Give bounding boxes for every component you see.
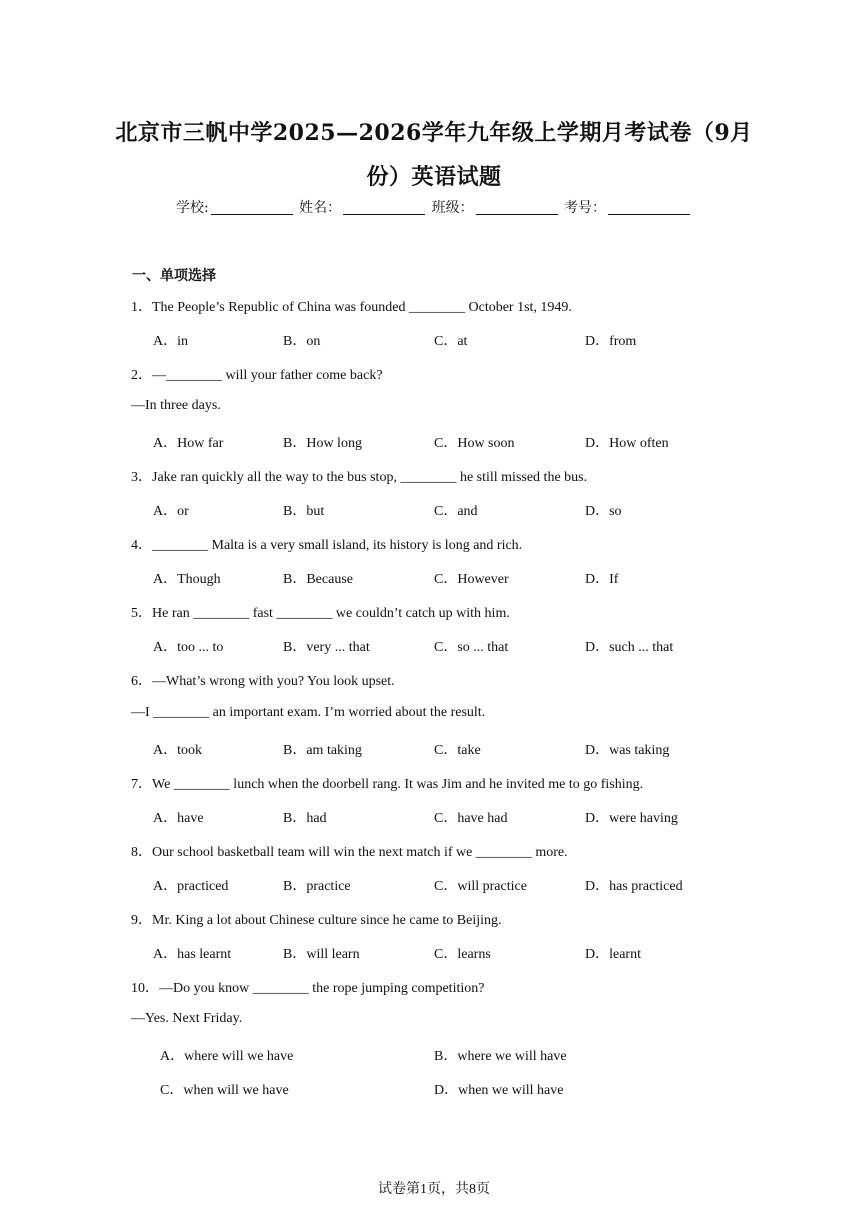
exam-title-line-1: 北京市三帆中学2025—2026学年九年级上学期月考试卷（9月 bbox=[115, 120, 753, 146]
question-10-option-a[interactable]: A．where will we have bbox=[160, 1049, 294, 1064]
question-5-option-a[interactable]: A．too ... to bbox=[153, 640, 224, 655]
question-10-stem: 10．—Do you know ________ the rope jumping competition? bbox=[131, 981, 485, 996]
question-7-stem: 7．We ________ lunch when the doorbell rang. It was Jim and he invited me to go fishing. bbox=[131, 777, 644, 792]
question-3-option-c[interactable]: C．and bbox=[434, 504, 478, 519]
question-9-option-d[interactable]: D．learnt bbox=[585, 947, 641, 962]
exam-title-line-2: 份）英语试题 bbox=[366, 164, 502, 190]
question-8-stem: 8．Our school basketball team will win the next match if we ________ more. bbox=[131, 845, 568, 860]
question-8-option-a[interactable]: A．practiced bbox=[153, 879, 229, 894]
question-9-option-a[interactable]: A．has learnt bbox=[153, 947, 232, 962]
number-label: 考号： bbox=[564, 200, 607, 216]
question-2-option-c[interactable]: C．How soon bbox=[434, 436, 515, 451]
question-2-option-b[interactable]: B．How long bbox=[283, 436, 362, 451]
question-9-option-b[interactable]: B．will learn bbox=[283, 947, 360, 962]
question-7-option-d[interactable]: D．were having bbox=[585, 811, 678, 826]
name-blank[interactable] bbox=[343, 200, 425, 215]
question-8-option-c[interactable]: C．will practice bbox=[434, 879, 527, 894]
question-6-option-a[interactable]: A．took bbox=[153, 743, 202, 758]
question-10-option-b[interactable]: B．where we will have bbox=[434, 1049, 567, 1064]
question-3-stem: 3．Jake ran quickly all the way to the bus stop, ________ he still missed the bus. bbox=[131, 470, 588, 485]
question-7-option-c[interactable]: C．have had bbox=[434, 811, 508, 826]
question-3-option-d[interactable]: D．so bbox=[585, 504, 622, 519]
question-4-option-a[interactable]: A．Though bbox=[153, 572, 221, 587]
name-label: 姓名： bbox=[299, 200, 342, 216]
question-6-option-b[interactable]: B．am taking bbox=[283, 743, 362, 758]
school-blank[interactable] bbox=[211, 200, 293, 215]
section-heading: 一、单项选择 bbox=[132, 268, 216, 284]
question-1-option-c[interactable]: C．at bbox=[434, 334, 468, 349]
question-5-option-c[interactable]: C．so ... that bbox=[434, 640, 509, 655]
question-1-stem: 1．The People’s Republic of China was founded ________ October 1st, 1949. bbox=[131, 300, 572, 315]
question-6-reply: —I ________ an important exam. I’m worried about the result. bbox=[131, 705, 486, 720]
number-blank[interactable] bbox=[608, 200, 690, 215]
question-2-option-a[interactable]: A．How far bbox=[153, 436, 224, 451]
question-4-option-b[interactable]: B．Because bbox=[283, 572, 353, 587]
question-9-option-c[interactable]: C．learns bbox=[434, 947, 491, 962]
question-9-stem: 9．Mr. King a lot about Chinese culture since he came to Beijing. bbox=[131, 913, 502, 928]
question-4-option-c[interactable]: C．However bbox=[434, 572, 509, 587]
student-info-row bbox=[0, 197, 868, 217]
question-8-option-d[interactable]: D．has practiced bbox=[585, 879, 683, 894]
question-4-option-d[interactable]: D．If bbox=[585, 572, 619, 587]
question-5-option-b[interactable]: B．very ... that bbox=[283, 640, 370, 655]
question-2-reply: —In three days. bbox=[131, 398, 221, 413]
question-2-stem: 2．—________ will your father come back? bbox=[131, 368, 383, 383]
question-2-option-d[interactable]: D．How often bbox=[585, 436, 669, 451]
class-label: 班级： bbox=[431, 200, 474, 216]
question-6-option-c[interactable]: C．take bbox=[434, 743, 481, 758]
question-1-option-b[interactable]: B．on bbox=[283, 334, 321, 349]
question-5-stem: 5．He ran ________ fast ________ we couldn’t catch up with him. bbox=[131, 606, 510, 621]
question-7-option-b[interactable]: B．had bbox=[283, 811, 327, 826]
class-blank[interactable] bbox=[476, 200, 558, 215]
question-1-option-d[interactable]: D．from bbox=[585, 334, 637, 349]
question-3-option-a[interactable]: A．or bbox=[153, 504, 189, 519]
question-10-option-c[interactable]: C．when will we have bbox=[160, 1083, 289, 1098]
question-7-option-a[interactable]: A．have bbox=[153, 811, 204, 826]
question-5-option-d[interactable]: D．such ... that bbox=[585, 640, 674, 655]
question-6-stem: 6．—What’s wrong with you? You look upset. bbox=[131, 674, 395, 689]
question-6-option-d[interactable]: D．was taking bbox=[585, 743, 670, 758]
school-label: 学校: bbox=[175, 200, 209, 216]
question-4-stem: 4．________ Malta is a very small island, its history is long and rich. bbox=[131, 538, 523, 553]
question-10-reply: —Yes. Next Friday. bbox=[131, 1011, 243, 1026]
question-3-option-b[interactable]: B．but bbox=[283, 504, 325, 519]
question-8-option-b[interactable]: B．practice bbox=[283, 879, 351, 894]
question-1-option-a[interactable]: A．in bbox=[153, 334, 188, 349]
page-footer: 试卷第1页，共8页 bbox=[378, 1182, 490, 1197]
question-10-option-d[interactable]: D．when we will have bbox=[434, 1083, 564, 1098]
